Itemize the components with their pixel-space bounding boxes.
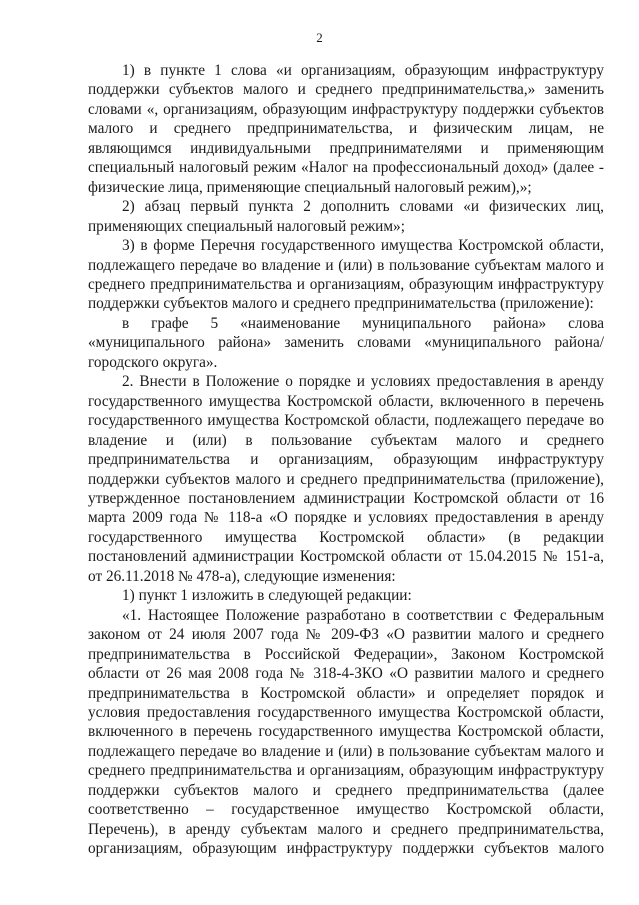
paragraph-item-3-form-change: 3) в форме Перечня государственного имущества Костромской области, подлежащего передаче во владение и (или) в пользование субъектам малого и среднего предпринимательства и организациям, образующим инфраструктуру поддержки субъектов малого и среднего предпринимательства (приложение):: [88, 237, 604, 313]
document-body: [88, 61, 604, 859]
page-number: 2: [316, 30, 323, 45]
paragraph-section-2-amendments: 2. Внести в Положение о порядке и условиях предоставления в аренду государственного имущества Костромской области, включенного в перечень государственного имущества Костромской области, подлежащего передаче во владение и (или) в пользование субъектам малого и среднего предпринимательства и организациям, образующим инфраструктуру поддержки субъектов малого и среднего предпринимательства (приложение), утвержденное постановлением администрации Костромской области от 16 марта 2009 года № 118-а «О порядке и условиях предоставления в аренду государственного имущества Костромской области» (в редакции постановлений администрации Костромской области от 15.04.2015 № 151-а, от 26.11.2018 № 478-а), следующие изменения:: [88, 373, 604, 585]
paragraph-column-5-change: в графе 5 «наименование муниципального района» слова «муниципального района» заменить словами «муниципального района/городского округа».: [88, 314, 604, 371]
paragraph-item-2-addition: 2) абзац первый пункта 2 дополнить словами «и физических лиц, применяющих специальный налоговый режим»;: [88, 198, 604, 235]
paragraph-point-1-new-edition: 1) пункт 1 изложить в следующей редакции:: [122, 587, 412, 605]
paragraph-item-1-replacement: 1) в пункте 1 слова «и организациям, образующим инфраструктуру поддержки субъектов малого и среднего предпринимательства,» заменить словами «, организациям, образующим инфраструктуру поддержки субъектов малого и среднего предпринимательства, и физическим лицам, не являющимся индивидуальными предпринимателями и применяющим специальный налоговый режим «Налог на профессиональный доход» (далее - физические лица, применяющие специальный налоговый режим),»;: [88, 62, 604, 196]
paragraph-new-point-1-text: «1. Настоящее Положение разработано в соответствии с Федеральным законом от 24 июля 2007 года № 209-ФЗ «О развитии малого и среднего предпринимательства в Российской Федерации», Законом Костромской области от 26 мая 2008 года № 318-4-ЗКО «О развитии малого и среднего предпринимательства в Костромской области» и определяет порядок и условия предоставления государственного имущества Костромской области, включенного в перечень государственного имущества Костромской области, подлежащего передаче во владение и (или) в пользование субъектам малого и среднего предпринимательства и организациям, образующим инфраструктуру поддержки субъектов малого и среднего предпринимательства (далее соответственно – государственное имущество Костромской области, Перечень), в аренду субъектам малого и среднего предпринимательства, организациям, образующим инфраструктуру поддержки субъектов малого: [88, 606, 604, 858]
